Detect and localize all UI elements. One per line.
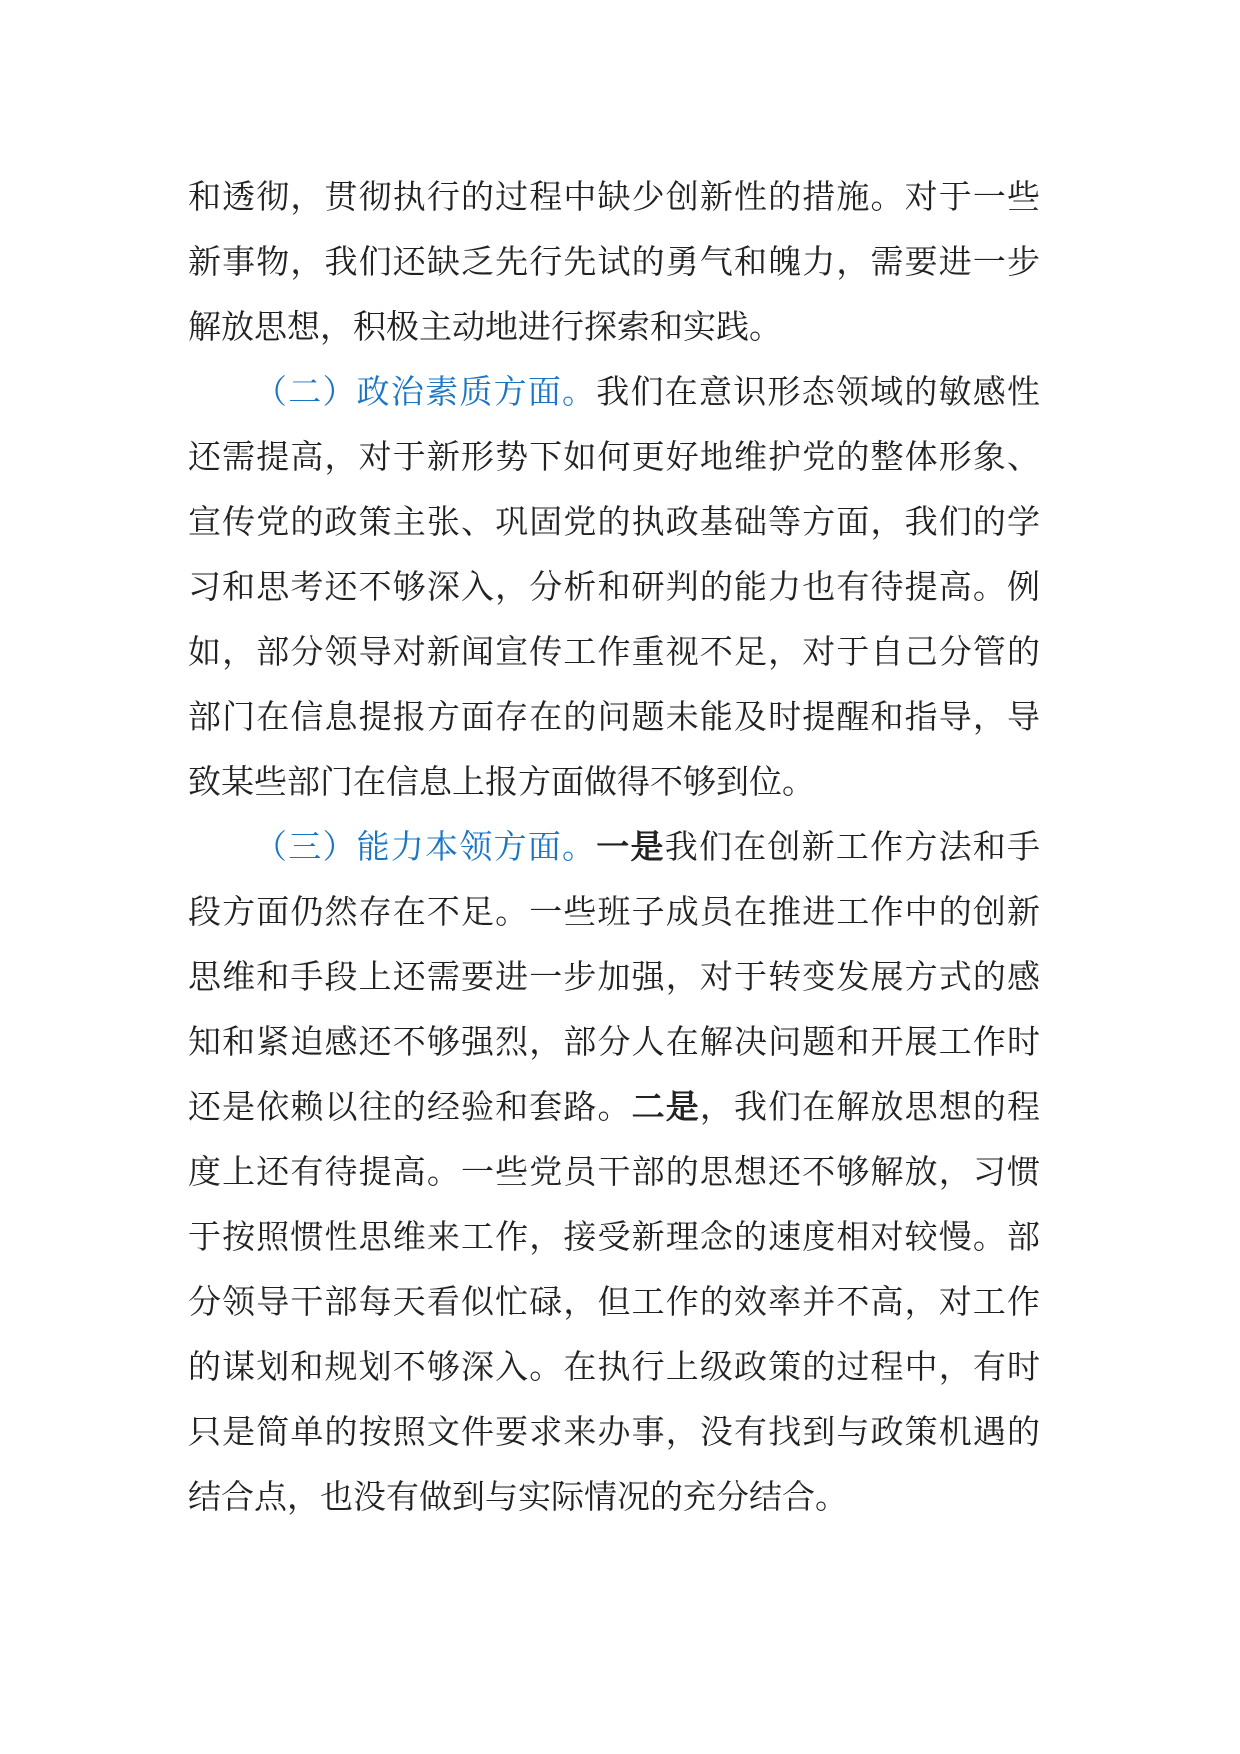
paragraph-continuation [188, 164, 1040, 359]
section-heading-political-quality: （二）政治素质方面。 [254, 372, 597, 411]
point-marker-first: 一是 [596, 827, 665, 866]
paragraph-text: 我们在意识形态领域的敏感性还需提高，对于新形势下如何更好地维护党的整体形象、宣传党的政策主张、巩固党的执政基础等方面，我们的学习和思考还不够深入，分析和研判的能力也有待提高。例如，部分领导对新闻宣传工作重视不足，对于自己分管的部门在信息提报方面存在的问题未能及时提醒和指导，导致某些部门在信息上报方面做得不够到位。 [188, 372, 1041, 801]
paragraph-text: 我们在创新工作方法和手段方面仍然存在不足。一些班子成员在推进工作中的创新思维和手段上还需要进一步加强，对于转变发展方式的感知和紧迫感还不够强烈，部分人在解决问题和开展工作时还是依赖以往的经验和套路。 [188, 827, 1041, 1126]
paragraph-ability-skills [188, 814, 1040, 1529]
paragraph-political-quality [188, 359, 1040, 814]
document-page [188, 164, 1040, 1529]
section-heading-ability-skills: （三）能力本领方面。 [254, 827, 597, 866]
paragraph-text: ，我们在解放思想的程度上还有待提高。一些党员干部的思想还不够解放，习惯于按照惯性思维来工作，接受新理念的速度相对较慢。部分领导干部每天看似忙碌，但工作的效率并不高，对工作的谋划和规划不够深入。在执行上级政策的过程中，有时只是简单的按照文件要求来办事，没有找到与政策机遇的结合点，也没有做到与实际情况的充分结合。 [188, 1087, 1040, 1516]
point-marker-second: 二是 [631, 1087, 700, 1126]
paragraph-text: 和透彻，贯彻执行的过程中缺少创新性的措施。对于一些新事物，我们还缺乏先行先试的勇气和魄力，需要进一步解放思想，积极主动地进行探索和实践。 [188, 177, 1040, 346]
